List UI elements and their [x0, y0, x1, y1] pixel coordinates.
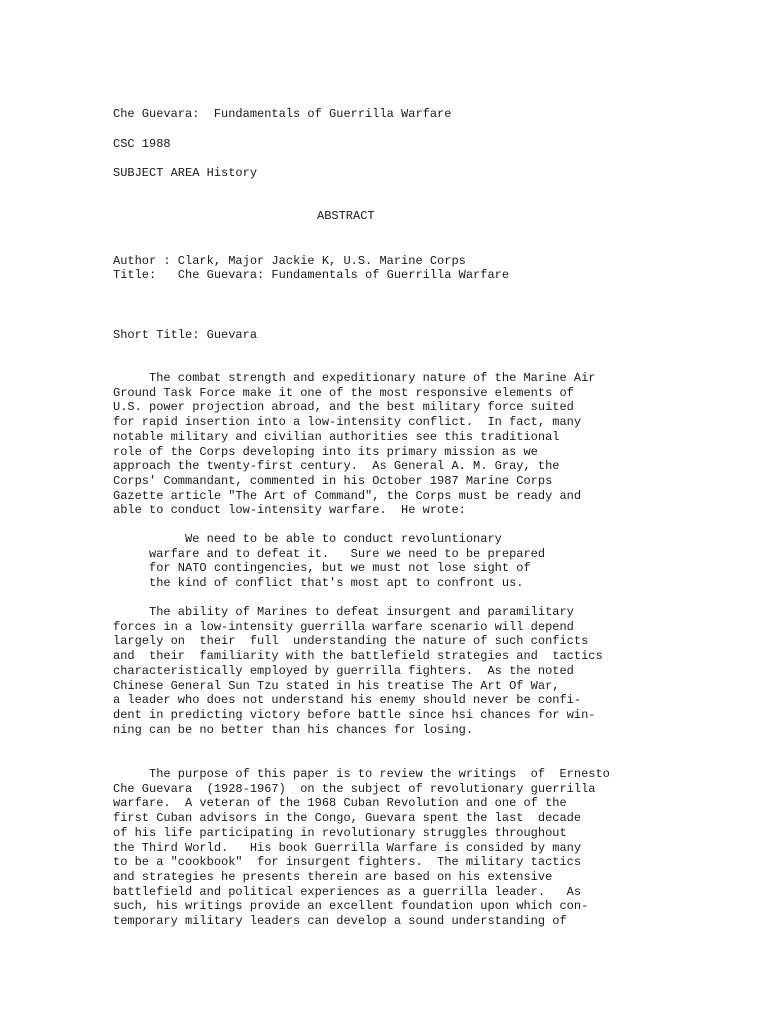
author-line: Author : Clark, Major Jackie K, U.S. Marine Corps — [113, 254, 466, 268]
document-title: Che Guevara: Fundamentals of Guerrilla Warfare — [113, 107, 452, 121]
subject-area-line: SUBJECT AREA History — [113, 166, 258, 180]
block-quote: We need to be able to conduct revoluntionary warfare and to defeat it. Sure we need to be prepared for NATO contingencies, but we must not lose sight of the kind of conflict that's most apt to confront us. — [149, 532, 546, 591]
title-line: Title: Che Guevara: Fundamentals of Guerrilla Warfare — [113, 268, 510, 282]
paragraph-2: The ability of Marines to defeat insurgent and paramilitary forces in a low-intensity guerrilla warfare scenario will depend largely on their full understanding the nature of such conficts and their familiarity with the battlefield strategies and tactics characteristically employed by guerrilla fighters. As the noted Chinese General Sun Tzu stated in his treatise The Art Of War, a leader who does not understand his enemy should never be confi- dent in predicting victory before battle since hsi chances for win- ning can be no better than his chances for losing. — [113, 605, 603, 737]
csc-line: CSC 1988 — [113, 137, 171, 151]
abstract-heading: ABSTRACT — [317, 209, 375, 223]
short-title-line: Short Title: Guevara — [113, 328, 258, 342]
paragraph-1: The combat strength and expeditionary nature of the Marine Air Ground Task Force make it one of the most responsive elements of U.S. power projection abroad, and the best military force suited for rapid insertion into a low-intensity conflict. In fact, many notable military and civilian authorities see this traditional role of the Corps developing into its primary mission as we approach the twenty-first century. As General A. M. Gray, the Corps' Commandant, commented in his October 1987 Marine Corps Gazette article "The Art of Command", the Corps must be ready and able to conduct low-intensity warfare. He wrote: — [113, 371, 596, 518]
paragraph-3: The purpose of this paper is to review the writings of Ernesto Che Guevara (1928-1967) on the subject of revolutionary guerrilla warfare. A veteran of the 1968 Cuban Revolution and one of the first Cuban advisors in the Congo, Guevara spent the last decade of his life participating in revolutionary struggles throughout the Third World. His book Guerrilla Warfare is consided by many to be a "cookbook" for insurgent fighters. The military tactics and strategies he presents therein are based on his extensive battlefield and political experiences as a guerrilla leader. As such, his writings provide an excellent foundation upon which con- temporary military leaders can develop a sound understanding of — [113, 767, 610, 929]
